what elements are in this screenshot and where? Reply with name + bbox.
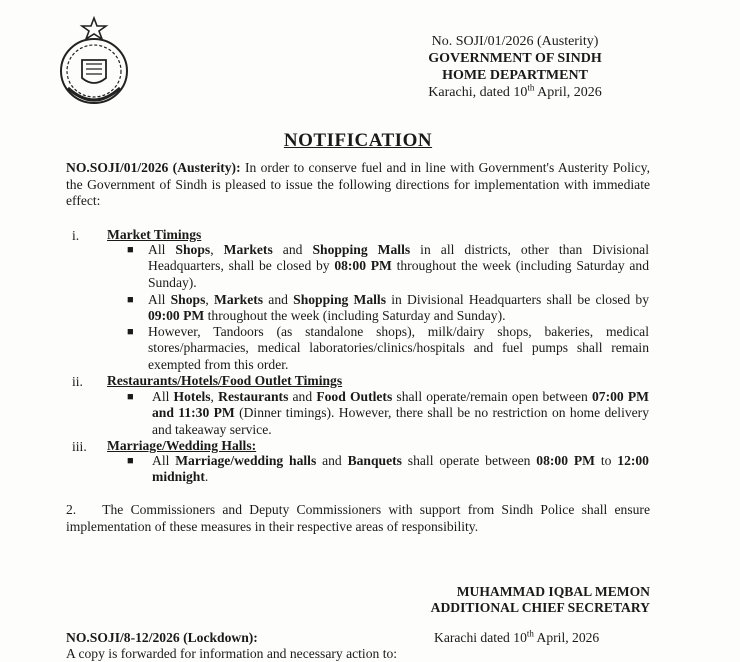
bullet-icon: ■ xyxy=(127,455,134,467)
bullet-text: All Marriage/wedding halls and Banquets shall operate between 08:00 PM to 12:00 midnight. xyxy=(152,453,649,485)
section-heading-market-timings: Market Timings xyxy=(107,227,202,242)
notification-title: NOTIFICATION xyxy=(283,130,433,151)
section-numeral: i. xyxy=(72,228,80,243)
bullet-text: All Shops, Markets and Shopping Malls in all districts, other than Divisional Headquarters, shall be closed by 08:00 PM throughout the week (including Saturday and Sunday). xyxy=(148,242,649,290)
footer-reference: NO.SOJI/8-12/2026 (Lockdown): xyxy=(66,630,258,645)
bullet-icon: ■ xyxy=(127,326,134,338)
department-name: HOME DEPARTMENT xyxy=(442,68,588,83)
government-name: GOVERNMENT OF SINDH xyxy=(428,51,602,66)
header-date: Karachi, dated 10th April, 2026 xyxy=(428,82,602,100)
bullet-text: All Shops, Markets and Shopping Malls in Divisional Headquarters shall be closed by 09:00 PM throughout the week (including Saturday and Sunday). xyxy=(148,292,649,324)
bullet-icon: ■ xyxy=(127,244,134,256)
bullet-text: However, Tandoors (as standalone shops), milk/dairy shops, bakeries, medical stores/pharmacies, medical laboratories/clinics/hospitals and fuel pumps shall remain exempted from this order. xyxy=(148,324,649,372)
bullet-text: All Hotels, Restaurants and Food Outlets shall operate/remain open between 07:00 PM and 11:30 PM (Dinner timings). However, there shall be no restriction on home delivery and takeaway service. xyxy=(152,389,650,437)
forwarding-line: A copy is forwarded for information and necessary action to: xyxy=(66,646,398,661)
bullet-icon: ■ xyxy=(127,294,134,306)
signatory-name: MUHAMMAD IQBAL MEMON xyxy=(456,584,650,599)
section-numeral: iii. xyxy=(72,439,87,454)
section-heading-restaurants: Restaurants/Hotels/Food Outlet Timings xyxy=(107,373,343,388)
intro-paragraph: NO.SOJI/01/2026 (Austerity): In order to conserve fuel and in line with Government's Austerity Policy, the Government of Sindh is pleased to issue the following directions for implementation with immediate effect: xyxy=(66,160,650,208)
sindh-government-emblem xyxy=(56,16,132,112)
signatory-title: ADDITIONAL CHIEF SECRETARY xyxy=(430,600,650,615)
footer-date: Karachi dated 10th April, 2026 xyxy=(434,628,600,645)
reference-number: No. SOJI/01/2026 (Austerity) xyxy=(431,34,599,49)
bullet-icon: ■ xyxy=(127,391,134,403)
section-numeral: ii. xyxy=(72,374,83,389)
paragraph-2: 2. The Commissioners and Deputy Commissioners with support from Sindh Police shall ensure implementation of these measures in their respective areas of responsibility. xyxy=(66,502,650,534)
section-heading-marriage-halls: Marriage/Wedding Halls: xyxy=(107,438,257,453)
